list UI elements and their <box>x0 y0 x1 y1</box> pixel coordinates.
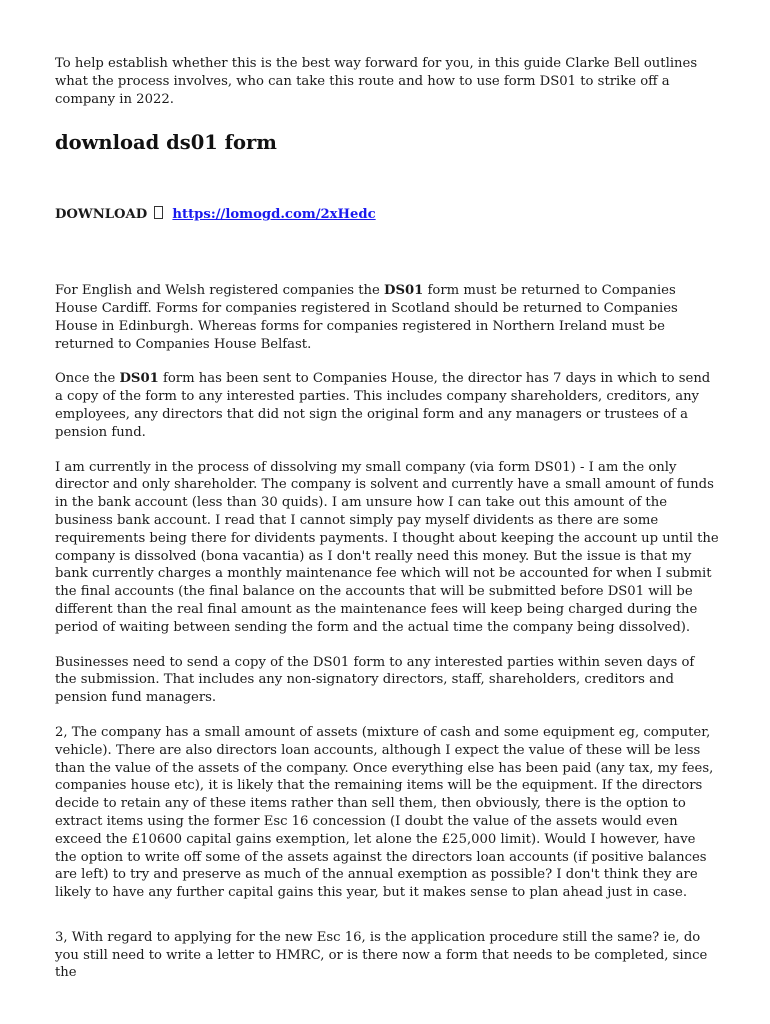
paragraph-notification <box>55 370 720 441</box>
intro-paragraph: To help establish whether this is the best way forward for you, in this guide Clarke Bell outlines what the process involves, who can take this route and how to use form DS01 to strike off a company in 2022. <box>55 56 698 107</box>
paragraph-dissolving: I am currently in the process of dissolving my small company (via form DS01) - I am the only director and only shareholder. The company is solvent and currently have a small amount of funds in the bank account (less than 30 quids). I am unsure how I can take out this amount of the business bank account. I read that I cannot simply pay myself dividents as there are some requirements being there for dividents payments. I thought about keeping the account up until the company is dissolved (bona vacantia) as I don't really need this money. But the issue is that my bank currently charges a monthly maintenance fee which will not be accounted for when I submit the final accounts (the final balance on the accounts that will be submitted before DS01 will be different than the real final amount as the maintenance fees will keep being charged during the period of waiting between sending the form and the actual time the company being dissolved). <box>55 459 719 635</box>
paragraph-esc16: 3, With regard to applying for the new Esc 16, is the application procedure still the same? ie, do you still need to write a letter to HMRC, or is there now a form that needs to be completed, since the <box>55 929 708 981</box>
bold-text: DS01 <box>119 371 159 387</box>
text-run: For English and Welsh registered companies the <box>55 283 385 299</box>
paragraph-businesses: Businesses need to send a copy of the DS01 form to any interested parties within seven days of the submission. That includes any non-signatory directors, staff, shareholders, creditors and pension fund managers. <box>55 654 695 706</box>
paragraph-assets: 2, The company has a small amount of assets (mixture of cash and some equipment eg, computer, vehicle). There are also directors loan accounts, although I expect the value of these will be less than the value of the assets of the company. Once everything else has been paid (any tax, my fees, companies house etc), it is likely that the remaining items will be the equipment. If the directors decide to retain any of these items rather than sell them, then obviously, there is the option to extract items using the former Esc 16 concession (I doubt the value of the assets would even exceed the £10600 capital gains exemption, let alone the £25,000 limit). Would I however, have the option to write off some of the assets against the directors loan accounts (if positive balances are left) to try and preserve as much of the annual exemption as possible? I don't think they are likely to have any further capital gains this year, but it makes sense to plan ahead just in case. <box>55 724 714 901</box>
missing-glyph-icon <box>154 206 163 219</box>
bold-text: DS01 <box>384 283 424 299</box>
document-page <box>55 55 720 982</box>
download-line <box>55 206 720 224</box>
text-run: Once the <box>55 371 120 387</box>
paragraph-registration <box>55 282 720 353</box>
download-link[interactable]: https://lomogd.com/2xHedc <box>172 207 376 223</box>
page-title: download ds01 form <box>55 131 277 155</box>
text-run: form must be returned to Companies House Cardiff. Forms for companies registered in Scotland should be returned to Companies House in Edinburgh. Whereas forms for companies registered in Northern Ireland must be returned to Companies House Belfast. <box>55 283 678 352</box>
text-run: form has been sent to Companies House, the director has 7 days in which to send a copy of the form to any interested parties. This includes company shareholders, creditors, any employees, any directors that did not sign the original form and any managers or trustees of a pension fund. <box>55 371 711 440</box>
download-label: DOWNLOAD <box>55 207 148 223</box>
